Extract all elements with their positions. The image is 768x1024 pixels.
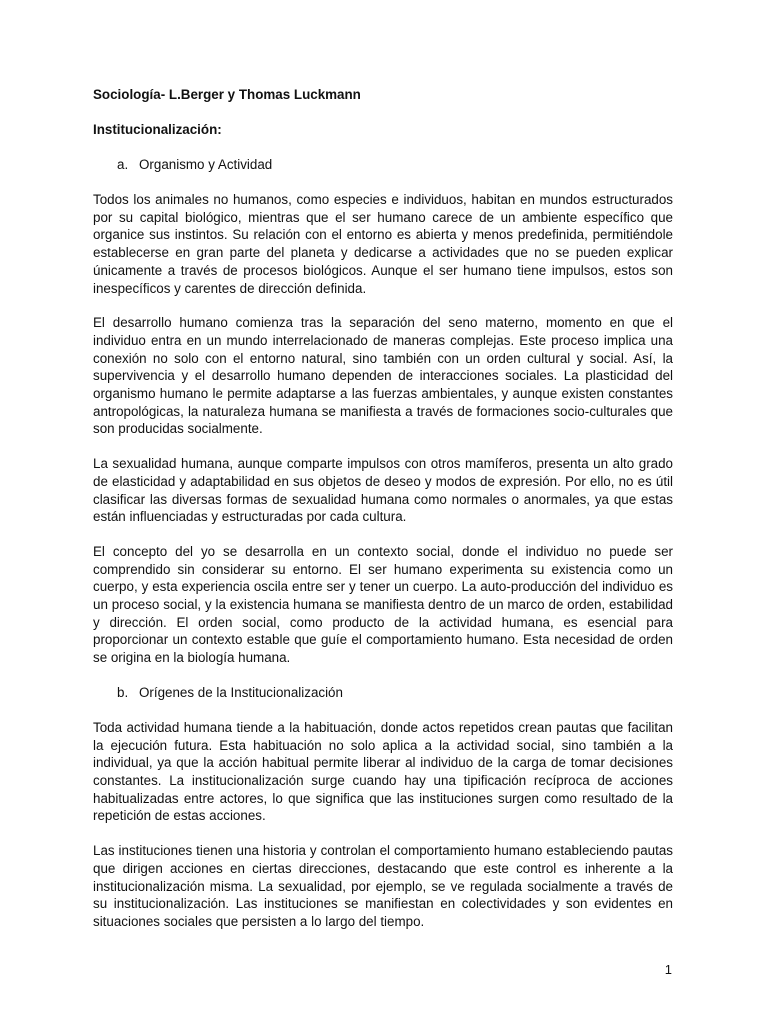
page-number: 1 <box>664 962 672 977</box>
subsection-heading-b <box>93 684 673 702</box>
list-marker: b. <box>117 684 129 700</box>
paragraph: El desarrollo humano comienza tras la separación del seno materno, momento en que el individuo entra en un mundo interrelacionado de maneras complejas. Este proceso implica una conexión no solo con el entorno natural, sino también con un orden cultural y social. Así, la supervivencia y el desarrollo humano dependen de interacciones sociales. La plasticidad del organismo humano le permite adaptarse a las fuerzas ambientales, y aunque existen constantes antropológicas, la naturaleza humana se manifiesta a través de formaciones socio-culturales que son producidas socialmente. <box>93 315 673 437</box>
paragraph: La sexualidad humana, aunque comparte impulsos con otros mamíferos, presenta un alto grado de elasticidad y adaptabilidad en sus objetos de deseo y modos de expresión. Por ello, no es útil clasificar las diversas formas de sexualidad humana como normales o anormales, ya que estas están influenciadas y estructuradas por cada cultura. <box>93 456 673 525</box>
document-title: Sociología- L.Berger y Thomas Luckmann <box>93 87 361 102</box>
paragraph: Las instituciones tienen una historia y controlan el comportamiento humano estableciendo pautas que dirigen acciones en ciertas direcciones, destacando que este control es inherente a la institucionalización misma. La sexualidad, por ejemplo, se ve regulada socialmente a través de su institucionalización. Las instituciones se manifiestan en colectividades y son evidentes en situaciones sociales que persisten a lo largo del tiempo. <box>93 843 673 929</box>
section-title: Institucionalización: <box>93 122 222 137</box>
paragraph: Toda actividad humana tiende a la habituación, donde actos repetidos crean pautas que facilitan la ejecución futura. Esta habituación no solo aplica a la actividad social, sino también a la individual, ya que la acción habitual permite liberar al individuo de la carga de tomar decisiones constantes. La institucionalización surge cuando hay una tipificación recíproca de acciones habitualizadas entre actores, lo que significa que las instituciones surgen como resultado de la repetición de estas acciones. <box>93 719 673 824</box>
subsection-heading-a <box>93 156 673 174</box>
subsection-heading-text: Organismo y Actividad <box>139 157 273 172</box>
paragraph: El concepto del yo se desarrolla en un contexto social, donde el individuo no puede ser comprendido sin considerar su entorno. El ser humano experimenta su existencia como un cuerpo, y esta experiencia oscila entre ser y tener un cuerpo. La auto-producción del individuo es un proceso social, y la existencia humana se manifiesta dentro de un marco de orden, estabilidad y dirección. El orden social, como producto de la actividad humana, es esencial para proporcionar un contexto estable que guíe el comportamiento humano. Esta necesidad de orden se origina en la biología humana. <box>93 543 673 666</box>
list-marker: a. <box>117 157 129 172</box>
document-page <box>93 86 673 931</box>
paragraph: Todos los animales no humanos, como especies e individuos, habitan en mundos estructurados por su capital biológico, mientras que el ser humano carece de un ambiente específico que organice sus instintos. Su relación con el entorno es abierta y menos predefinida, permitiéndole establecerse en gran parte del planeta y dedicarse a actividades que no se pueden explicar únicamente a través de procesos biológicos. Aunque el ser humano tiene impulsos, estos son inespecíficos y carentes de dirección definida. <box>93 192 673 296</box>
subsection-heading-text: Orígenes de la Institucionalización <box>139 684 343 700</box>
